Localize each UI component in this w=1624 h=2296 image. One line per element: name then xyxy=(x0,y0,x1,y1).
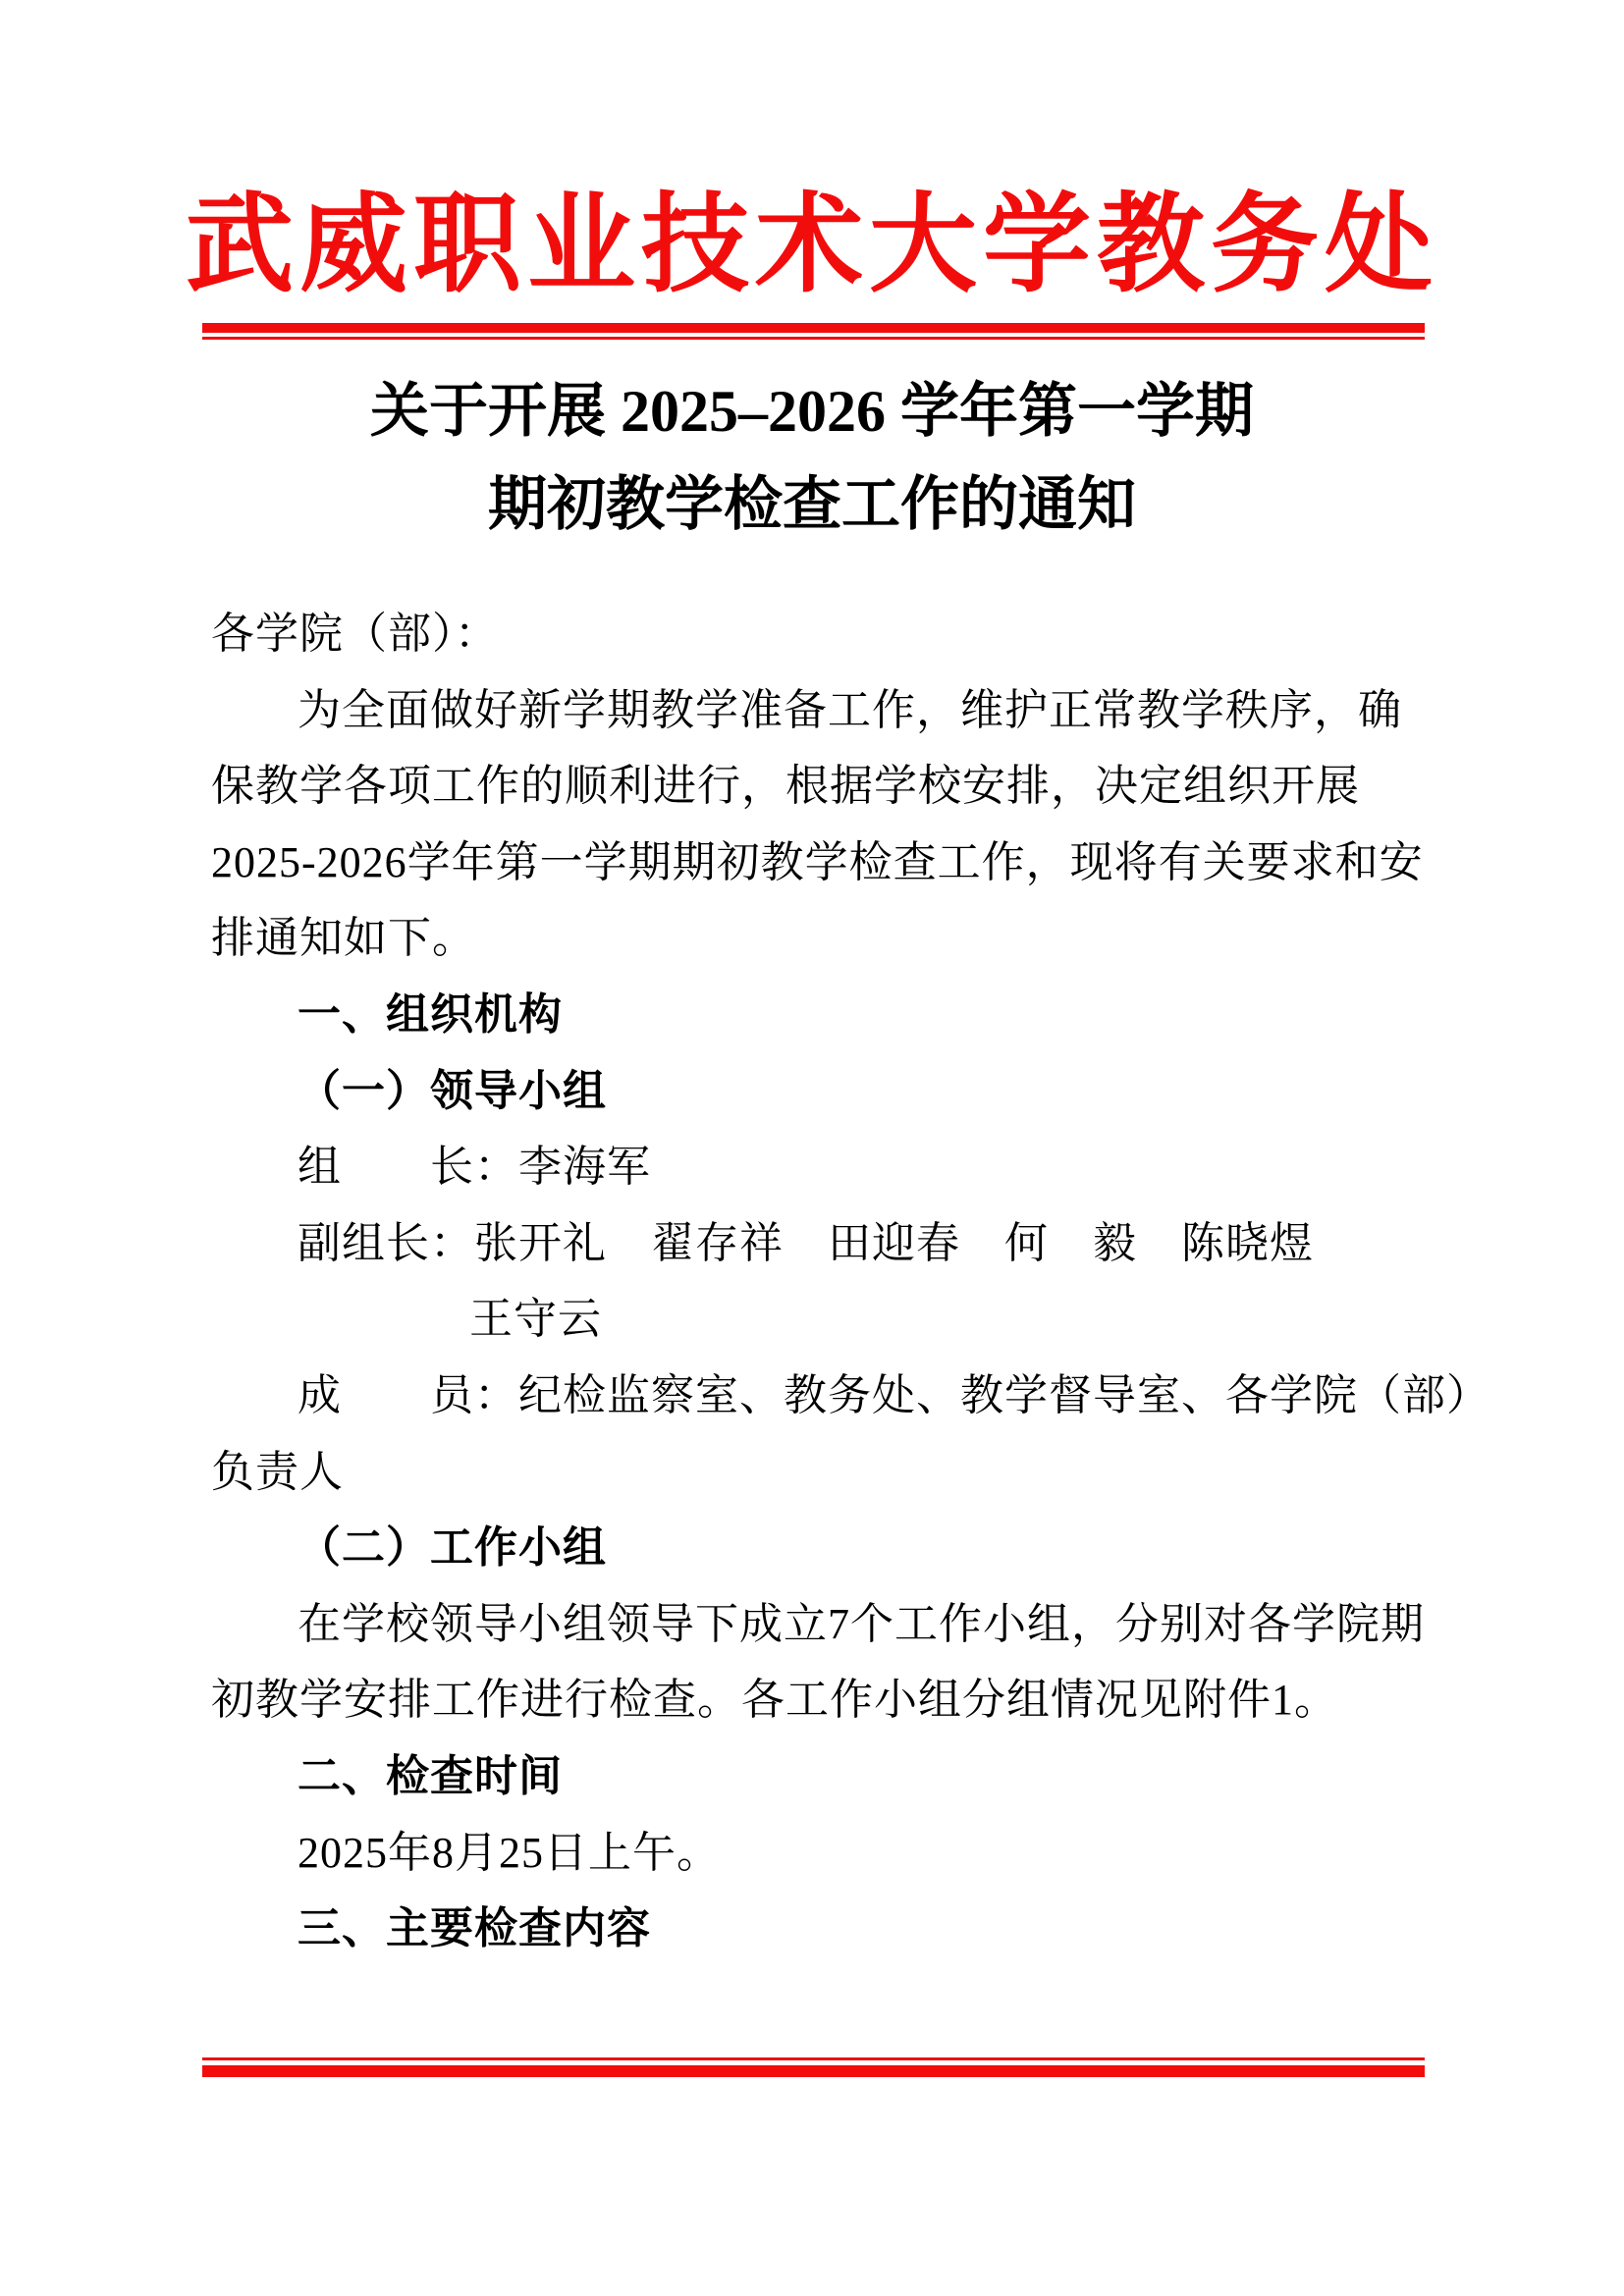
body-line: （二）工作小组 xyxy=(298,1523,607,1573)
red-divider-top-thick xyxy=(202,323,1425,333)
document-title-line-2: 期初教学检查工作的通知 xyxy=(488,472,1136,537)
document-title xyxy=(0,365,1624,552)
body-line: 排通知如下。 xyxy=(211,914,476,963)
body-line: 保教学各项工作的顺利进行，根据学校安排，决定组织开展 xyxy=(211,762,1360,811)
red-divider-top-thin xyxy=(202,337,1425,340)
body-line: 组 长：李海军 xyxy=(298,1143,651,1192)
letterhead-org-title: 武威职业技术大学教务处 xyxy=(186,186,1438,305)
body-line: 在学校领导小组领导下成立7个工作小组，分别对各学院期 xyxy=(298,1599,1425,1648)
body-line: （一）领导小组 xyxy=(298,1066,607,1115)
body-line: 2025-2026学年第一学期期初教学检查工作，现将有关要求和安 xyxy=(211,837,1424,886)
body-line: 一、组织机构 xyxy=(298,989,563,1039)
body-line: 为全面做好新学期教学准备工作，维护正常教学秩序，确 xyxy=(298,685,1402,734)
body-line: 负责人 xyxy=(211,1447,344,1496)
body-line: 二、检查时间 xyxy=(298,1751,563,1800)
body-line: 副组长：张开礼 翟存祥 田迎春 何 毅 陈晓煜 xyxy=(298,1218,1314,1267)
body-line: 三、主要检查内容 xyxy=(298,1904,651,1953)
body-line: 2025年8月25日上午。 xyxy=(298,1828,721,1877)
body-line: 各学院（部）： xyxy=(211,610,499,658)
body-block xyxy=(211,596,1490,1967)
body-line: 王守云 xyxy=(469,1295,602,1344)
document-title-line-1: 关于开展 2025–2026 学年第一学期 xyxy=(370,379,1254,444)
red-divider-bottom-thin xyxy=(202,2057,1425,2060)
body-line: 成 员：纪检监察室、教务处、教学督导室、各学院（部） xyxy=(298,1370,1490,1419)
body-line: 初教学安排工作进行检查。各工作小组分组情况见附件1。 xyxy=(211,1676,1338,1725)
red-divider-bottom-thick xyxy=(202,2065,1425,2077)
